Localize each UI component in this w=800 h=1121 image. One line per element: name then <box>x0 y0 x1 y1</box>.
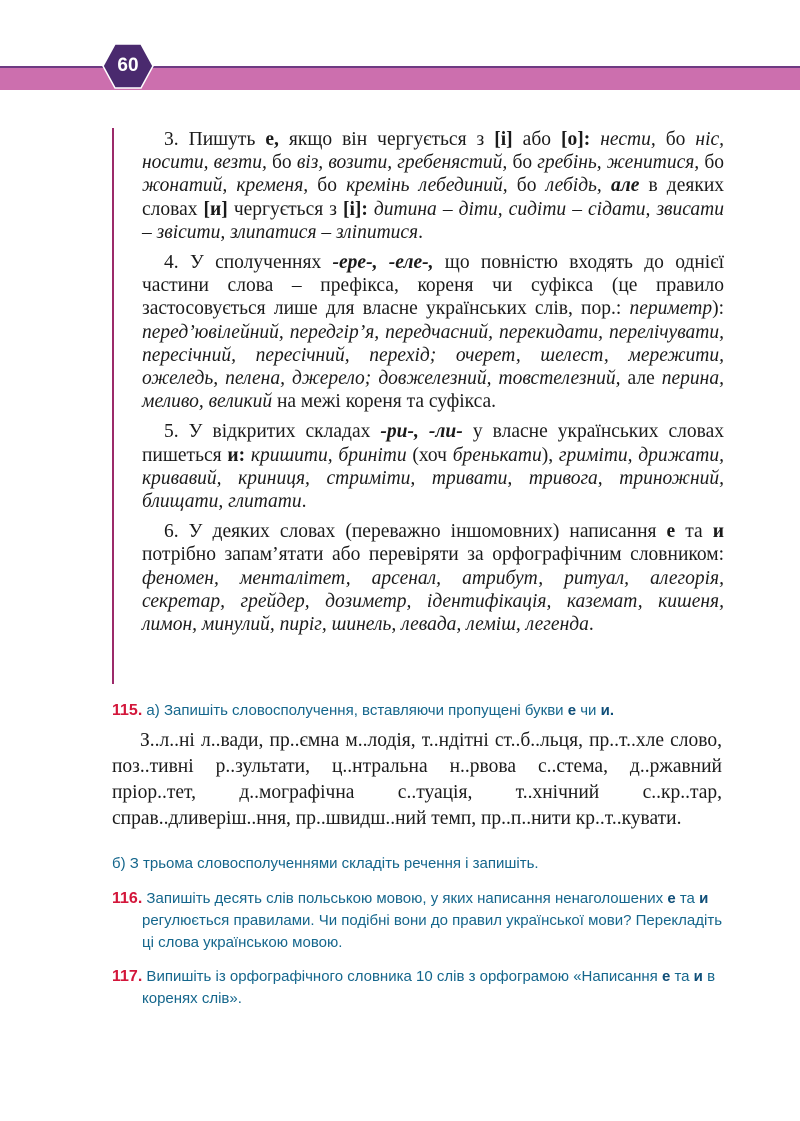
rule-paragraph-6: 6. У деяких словах (переважно іншомовних) написання е та и потрібно запам’ятати або перевіряти за орфографічним словником: феномен, менталітет, арсенал, атрибут, ритуал, алегорія, секретар, грейдер, дозиметр, ідентифікація, каземат, кишеня, лимон, минулий, пиріг, шинель, левада, леміш, легенда. <box>142 521 724 636</box>
task-number: 116. <box>112 890 143 907</box>
task-116: 116. Запишіть десять слів польською мовою, у яких написання ненаголошених е та и регулюється правилами. Чи подібні вони до правил української мови? Перекладіть ці слова українською мовою. <box>112 890 723 951</box>
task-number: 117. <box>112 968 143 985</box>
rule-text <box>142 128 724 643</box>
rule-paragraph-4: 4. У сполученнях -ере-, -еле-, що повністю входять до однієї частини слова – префікса, кореня чи суфікса (це правило застосовується лише для власне українських слів, пор.: периметр): перед’ювілейний, передгір’я, передчасний, перекидати, перелічувати, пересічний, пересічний, перехід; очерет, шелест, мережити, ожеледь, пелена, джерело; довжелезний, товстелезний, але перина, меливо, великий на межі кореня та суфікса. <box>142 252 724 413</box>
rule-accent-bar <box>112 128 114 684</box>
rule-section <box>112 128 725 684</box>
task-115-exercise: З..л..ні л..вади, пр..ємна м..лодія, т..ндітні ст..б..льця, пр..т..хле слово, поз..тивні р..зультати, ц..нтральна н..рвова с..стема, д..ржавний пріор..тет, д..мографічна с..туація, т..хнічний с..кр..тар, справ..дливеріш..ння, пр..швидш..ний темп, пр..п..нити кр..т..кувати. <box>112 730 722 829</box>
task-117: 117. Випишіть із орфографічного словника 10 слів з орфограмою «Написання е та и в коренях слів». <box>112 968 716 1007</box>
rule-paragraph-5: 5. У відкритих складах -ри-, -ли- у власне українських словах пишеться и: кришити, бриніти (хоч бренькати), гриміти, дрижати, кривавий, криниця, стриміти, тривати, тривога, триножний, блищати, глитати. <box>142 421 725 513</box>
task-115-instruction-a: 115. а) Запишіть словосполучення, вставляючи пропущені букви е чи и. <box>112 702 614 719</box>
task-115-instruction-b: б) З трьома словосполученнями складіть речення і запишіть. <box>112 855 539 872</box>
page-number: 60 <box>117 55 139 76</box>
rule-paragraph-3: 3. Пишуть е, якщо він чергується з [і] або [о]: нести, бо ніс, носити, везти, бо віз, возити, гребенястий, бо гребінь, женитися, бо жонатий, кременя, бо кремінь лебединий, бо лебідь, але в деяких словах [и] чергується з [і]: дитина – діти, сидіти – сідати, звисати – звісити, злипатися – зліпитися. <box>142 129 725 243</box>
task-number: 115. <box>112 702 143 719</box>
page-number-badge <box>102 43 154 89</box>
